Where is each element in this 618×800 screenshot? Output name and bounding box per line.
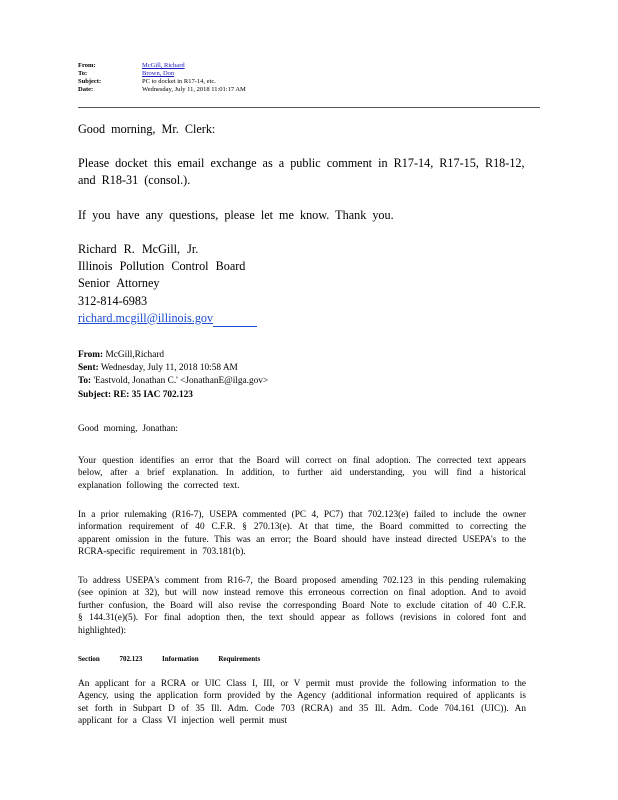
fwd-from-value: McGill,Richard <box>105 350 165 360</box>
header-from-label: From: <box>78 62 96 69</box>
body-paragraph-1 <box>78 455 526 492</box>
fwd-subject-value: RE: 35 IAC 702.123 <box>113 389 193 400</box>
header-from-row <box>78 62 246 70</box>
header-subject-value: PC to docket in R17-14, etc. <box>142 78 216 85</box>
fwd-to-value: 'Eastvold, Jonathan C.' <JonathanE@ilga.gov> <box>93 376 269 387</box>
fwd-to-row <box>78 375 268 388</box>
header-to-row <box>78 70 246 78</box>
header-divider <box>78 107 540 108</box>
fwd-from-label: From: <box>78 350 104 360</box>
section-heading: Section 702.123 Information Requirements <box>78 655 261 663</box>
fwd-from-row <box>78 349 268 362</box>
intro-questions-block <box>78 207 526 224</box>
email-header <box>78 62 246 94</box>
signature-title: Senior Attorney <box>78 276 160 291</box>
signature-org: Illinois Pollution Control Board <box>78 259 246 274</box>
header-date-row <box>78 86 246 94</box>
signature-phone: 312-814-6983 <box>78 293 148 308</box>
header-to-label: To: <box>78 70 88 77</box>
header-date-value: Wednesday, July 11, 2018 11:01:17 AM <box>142 86 246 93</box>
signature-block <box>78 241 257 327</box>
fwd-sent-row <box>78 362 268 375</box>
body-paragraph-3 <box>78 575 526 637</box>
body-p2: In a prior rulemaking (R16-7), USEPA commented (PC 4, PC7) that 702.123(e) failed to include the owner information requirement of 40 C.F.R. § 270.13(e). At that time, the Board committed to correcting the apparent omission in the future. This was an error; the Board should have instead directed USEPA's to the RCRA-specific requirement in 703.181(b). <box>78 510 526 558</box>
intro-request: Please docket this email exchange as a public comment in R17-14, R17-15, R18-12, and R18-31 (consol.). <box>78 156 525 187</box>
signature-name: Richard R. McGill, Jr. <box>78 242 199 256</box>
signature-email-row <box>78 310 257 327</box>
fwd-sent-label: Sent: <box>78 363 99 374</box>
fwd-to-label: To: <box>78 376 92 387</box>
fwd-subject-row <box>78 389 268 402</box>
header-date-label: Date: <box>78 86 94 93</box>
fwd-sent-value: Wednesday, July 11, 2018 10:58 AM <box>100 363 238 374</box>
header-subject-label: Subject: <box>78 78 102 85</box>
body-paragraph-4 <box>78 678 526 728</box>
intro-greeting: Good morning, Mr. Clerk: <box>78 122 216 136</box>
intro-questions: If you have any questions, please let me know. Thank you. <box>78 208 394 222</box>
header-to-link[interactable]: Brown, Don <box>142 70 175 77</box>
body-p3: To address USEPA's comment from R16-7, the Board proposed amending 702.123 in this pending rulemaking (see opinion at 32), but will now instead remove this erroneous correction on final adoption. And to avoid further confusion, the Board will also revise the corresponding Board Note to exclude citation of 40 C.F.R. § 144.31(e)(5). For final adoption then, the text should appear as follows (revisions in colored font and highlighted): <box>78 576 526 636</box>
body-p1: Your question identifies an error that the Board will correct on final adoption. The corrected text appears below, after a brief explanation. In addition, to further aid understanding, you will find a historical explanation following the corrected text. <box>78 456 526 491</box>
intro-greeting-block <box>78 121 526 138</box>
body-paragraph-2 <box>78 509 526 559</box>
body-p4: An applicant for a RCRA or UIC Class I, III, or V permit must provide the following information to the Agency, using the application form provided by the Agency (additional information required of applicants is set forth in Subpart D of 35 Ill. Adm. Code 703 (RCRA) and 35 Ill. Adm. Code 704.161 (UIC)). An applicant for a Class VI injection well permit must <box>78 679 526 727</box>
header-from-link[interactable]: McGill, Richard <box>142 62 185 69</box>
body-greeting-block <box>78 423 526 435</box>
signature-email-link[interactable]: richard.mcgill@illinois.gov <box>78 310 214 325</box>
header-subject-row <box>78 78 246 86</box>
fwd-subject-label: Subject: <box>78 389 112 400</box>
body-greeting: Good morning, Jonathan: <box>78 424 178 434</box>
forwarded-header <box>78 349 268 402</box>
intro-request-block <box>78 155 526 188</box>
email-underline <box>213 314 257 327</box>
